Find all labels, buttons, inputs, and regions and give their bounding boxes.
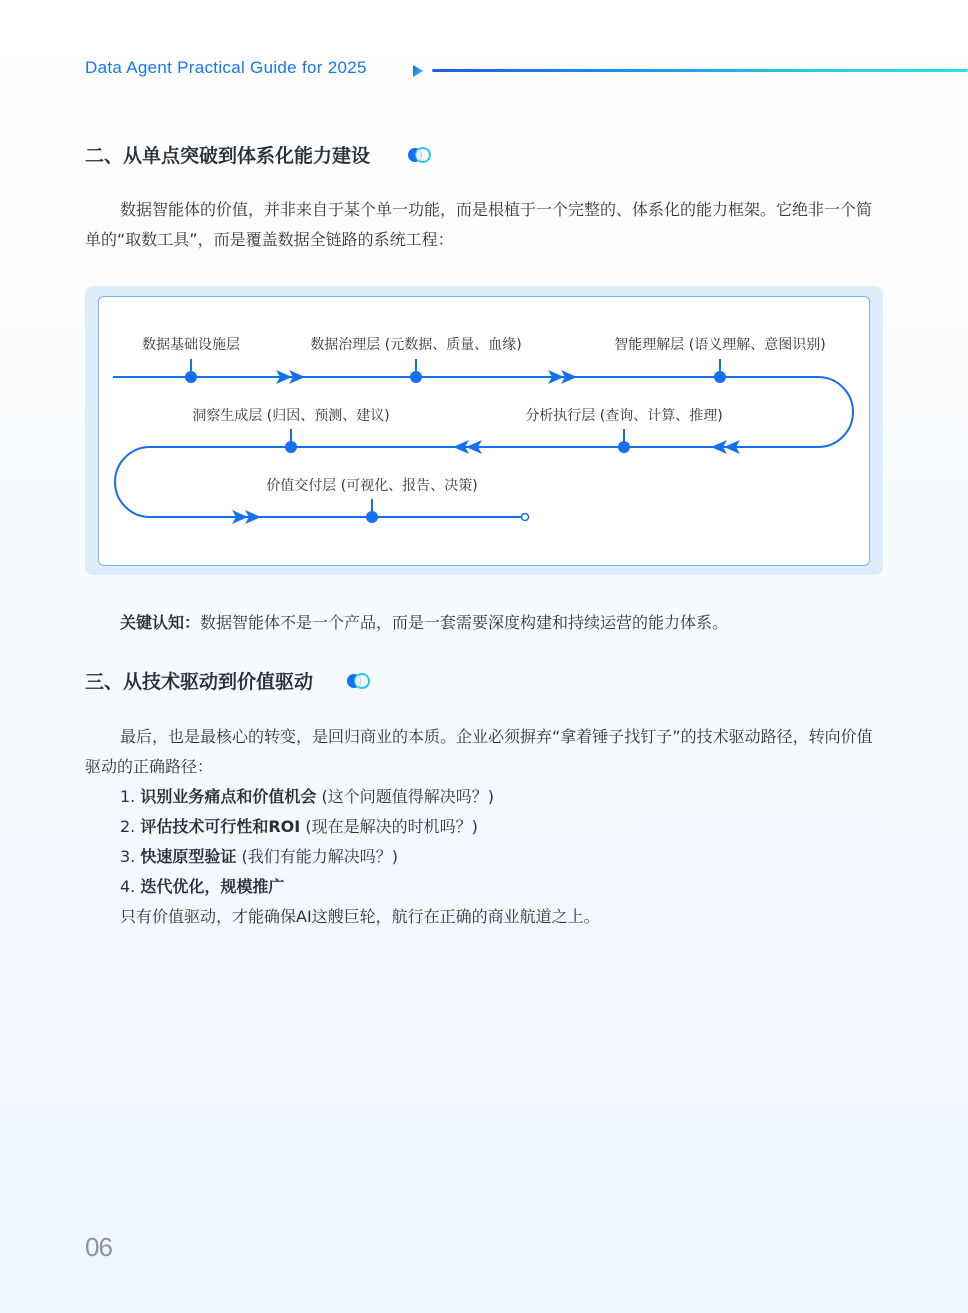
section2-paragraph: 数据智能体的价值，并非来自于某个单一功能，而是根植于一个完整的、体系化的能力框架。它绝非一个简单的“取数工具”，而是覆盖数据全链路的系统工程：: [85, 200, 873, 249]
header-divider: [432, 69, 968, 72]
header-title: Data Agent Practical Guide for 2025: [85, 58, 367, 77]
key-insight: [120, 608, 728, 638]
step-number: 3.: [120, 847, 136, 866]
step-number: 2.: [120, 817, 136, 836]
section-heading-3: 三、从技术驱动到价值驱动: [85, 671, 314, 693]
play-arrow-icon: [411, 64, 425, 78]
step-note: (现在是解决的时机吗？): [305, 817, 478, 836]
stage-label: 智能理解层 (语义理解、意图识别): [614, 337, 826, 353]
key-insight-text: 数据智能体不是一个产品，而是一套需要深度构建和持续运营的能力体系。: [200, 613, 729, 632]
step-number: 4.: [120, 877, 136, 896]
overlapping-circles-icon: [405, 146, 433, 164]
stage-label: 数据基础设施层: [142, 337, 240, 353]
step-number: 1.: [120, 787, 136, 806]
section3-paragraph: 最后，也是最核心的转变，是回归商业的本质。企业必须摒弃“拿着锤子找钉子”的技术驱动路径，转向价值驱动的正确路径：: [85, 727, 873, 776]
stage-label: 价值交付层 (可视化、报告、决策): [266, 478, 478, 494]
step-title: 评估技术可行性和ROI: [140, 817, 301, 836]
stage-label: 分析执行层 (查询、计算、推理): [525, 408, 723, 424]
step-title: 迭代优化，规模推广: [140, 877, 285, 896]
page-number: 06: [85, 1232, 112, 1262]
closing-text: 只有价值驱动，才能确保AI这艘巨轮，航行在正确的商业航道之上。: [120, 907, 600, 926]
list-item: [120, 782, 494, 812]
list-item: [120, 812, 478, 842]
step-note: (这个问题值得解决吗？): [321, 787, 494, 806]
step-note: (我们有能力解决吗？): [241, 847, 398, 866]
stage-label: 洞察生成层 (归因、预测、建议): [192, 408, 390, 424]
list-item: [120, 872, 284, 902]
step-title: 快速原型验证: [140, 847, 237, 866]
list-item: [120, 842, 398, 872]
stage-label: 数据治理层 (元数据、质量、血缘): [310, 337, 522, 353]
step-title: 识别业务痛点和价值机会: [140, 787, 317, 806]
overlapping-circles-icon: [344, 672, 372, 690]
page-header: [85, 58, 968, 84]
section-heading-2: 二、从单点突破到体系化能力建设: [85, 145, 371, 167]
key-insight-label: 关键认知：: [120, 613, 201, 632]
